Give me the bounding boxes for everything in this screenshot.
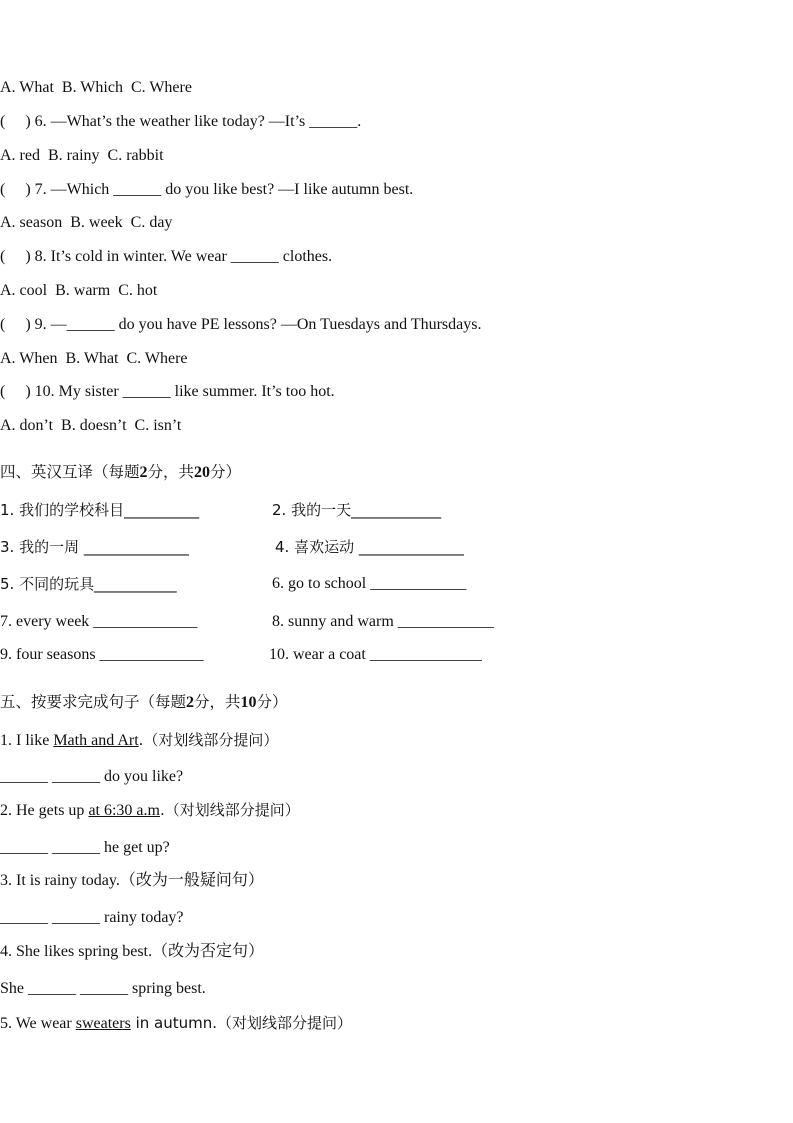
- rewrite-answer-1: ______ ______ do you like?: [0, 768, 184, 785]
- mcq-question-6: ( ) 6. —What’s the weather like today? —It’s ______.: [0, 113, 362, 130]
- translate-item-3: 3. 我的一周 ______________: [0, 538, 189, 556]
- section-4-heading-text: 四、英汉互译（每题: [0, 463, 140, 481]
- translate-item-6: 6. go to school ____________: [272, 575, 467, 592]
- section-4-heading-mid: 分，共: [147, 463, 195, 481]
- translate-item-5: 5. 不同的玩具___________: [0, 575, 177, 593]
- section-5-heading-end: 分）: [256, 693, 288, 711]
- rewrite-q1-instruction: .（对划线部分提问）: [138, 731, 279, 749]
- mcq-options-5: A. What B. Which C. Where: [0, 79, 192, 96]
- translate-item-7: 7. every week _____________: [0, 613, 198, 630]
- section-5-heading: [0, 692, 288, 713]
- rewrite-q2-instruction: .（对划线部分提问）: [159, 801, 300, 819]
- rewrite-answer-4: She ______ ______ spring best.: [0, 980, 206, 997]
- mcq-options-6: A. red B. rainy C. rabbit: [0, 147, 164, 164]
- mcq-options-10: A. don’t B. doesn’t C. isn’t: [0, 417, 182, 434]
- section-4-heading: [0, 462, 241, 483]
- translate-item-10: 10. wear a coat ______________: [269, 646, 482, 663]
- rewrite-q5-underlined: sweaters: [75, 1015, 131, 1032]
- section-4-points-total: 20: [194, 464, 211, 481]
- translate-item-9: 9. four seasons _____________: [0, 646, 204, 663]
- rewrite-q1-pre: 1. I like: [0, 732, 54, 749]
- section-4-heading-end: 分）: [210, 463, 242, 481]
- mcq-question-8: ( ) 8. It’s cold in winter. We wear ______ clothes.: [0, 248, 333, 265]
- rewrite-q2-underlined: at 6:30 a.m: [88, 802, 160, 819]
- translate-item-4: 4. 喜欢运动 ______________: [275, 538, 464, 556]
- section-4-points-each: 2: [139, 464, 148, 481]
- mcq-question-9: ( ) 9. —______ do you have PE lessons? —On Tuesdays and Thursdays.: [0, 316, 482, 333]
- section-5-heading-text: 五、按要求完成句子（每题: [0, 693, 187, 711]
- mcq-question-10: ( ) 10. My sister ______ like summer. It’s too hot.: [0, 383, 335, 400]
- mcq-question-7: ( ) 7. —Which ______ do you like best? —I like autumn best.: [0, 181, 414, 198]
- rewrite-q1-underlined: Math and Art: [53, 732, 139, 749]
- translate-item-1: 1. 我们的学校科目__________: [0, 501, 200, 519]
- rewrite-answer-3: ______ ______ rainy today?: [0, 909, 184, 926]
- section-5-heading-mid: 分，共: [194, 693, 241, 711]
- rewrite-question-4: 4. She likes spring best.（改为否定句）: [0, 943, 264, 960]
- translate-item-2: 2. 我的一天____________: [272, 501, 442, 519]
- rewrite-answer-2: ______ ______ he get up?: [0, 839, 170, 856]
- translate-item-8: 8. sunny and warm ____________: [272, 613, 494, 630]
- mcq-options-8: A. cool B. warm C. hot: [0, 282, 158, 299]
- rewrite-question-3: 3. It is rainy today.（改为一般疑问句）: [0, 872, 264, 889]
- rewrite-q5-pre: 5. We wear: [0, 1015, 76, 1032]
- rewrite-q2-pre: 2. He gets up: [0, 802, 89, 819]
- mcq-options-9: A. When B. What C. Where: [0, 350, 188, 367]
- rewrite-question-1: [0, 730, 278, 751]
- section-5-points-total: 10: [240, 694, 257, 711]
- mcq-options-7: A. season B. week C. day: [0, 214, 173, 231]
- rewrite-q5-instruction: in autumn.（对划线部分提问）: [130, 1014, 352, 1032]
- section-5-points-each: 2: [186, 694, 195, 711]
- rewrite-question-5: [0, 1013, 352, 1034]
- rewrite-question-2: [0, 800, 300, 821]
